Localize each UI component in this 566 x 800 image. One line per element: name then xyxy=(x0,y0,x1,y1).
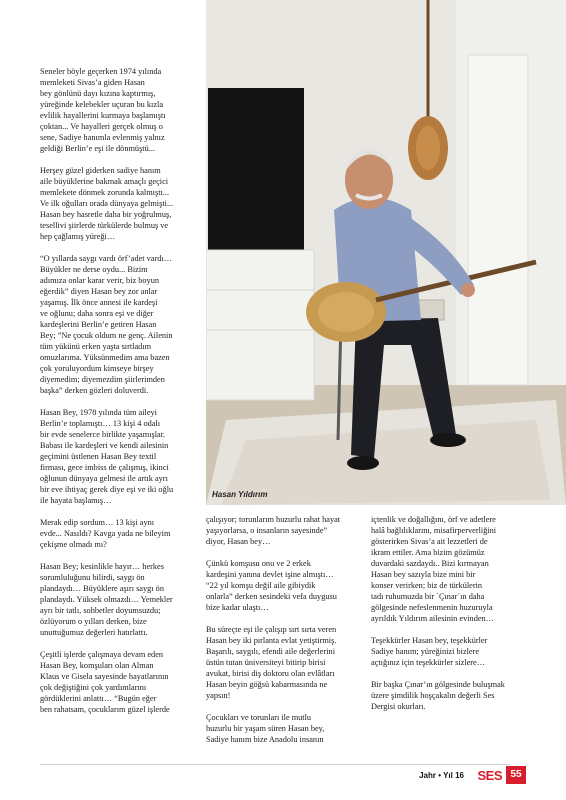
page-number: 55 xyxy=(506,766,526,784)
paragraph: Bu süreçte eşi ile çalışıp sırt sırta veren Hasan bey iki pırlanta evlat yetiştirmiş. Başarılı, saygılı, efendi aile değerlerini üstün tutan üniversiteyi bitirip birisi avukat, birisi diş doktoru olan evlâtları Hasan beyin göğsü kabarmasında ne yapsın! xyxy=(206,625,337,700)
page-footer xyxy=(0,764,566,800)
paragraph: Merak edip sordum… 13 kişi aynı evde... Nasıldı? Kavga yada ne bileyim çekişme olmadı mı? xyxy=(40,518,171,549)
portrait-photo-illustration xyxy=(206,0,566,505)
paragraph: Teşekkürler Hasan bey, teşekkürler Sadiye hanım; yüreğinizi bizlere açtığınız için teşekkürler sizlere… xyxy=(371,636,488,667)
footer-divider xyxy=(40,764,510,765)
article-column-middle xyxy=(206,514,364,756)
paragraph: Bir başka Çınar’ın gölgesinde buluşmak üzere şimdilik hoşçakalın değerli Ses Dergisi okurları. xyxy=(371,680,505,711)
article-column-right xyxy=(371,514,521,723)
paragraph: Çeşitli işlerde çalışmaya devam eden Hasan Bey, komşuları olan Alman Klaus ve Gisela sayesinde hayatlarının çok değiştiğini çok yardımlarını gördüklerini anlattı… “Bugün eğer ben rahatsam, çocuklarım güzel işlerde xyxy=(40,650,170,714)
paragraph: Çocukları ve torunları ile mutlu huzurlu bir yaşam süren Hasan bey, Sadiye hanım bize Anadolu insanın xyxy=(206,713,325,744)
paragraph: Hasan Bey, 1978 yılında tüm aileyi Berlin’e toplamıştı… 13 kişi 4 odalı bir evde senelerce birlikte yaşamışlar. Babası ile kardeşleri ve kendi ailesinin geçimini üstlenen Hasan Bey textil firması, gece imbiss de çalışmış, ikinci oğlunun dünyaya gelmesi ile artık ayrı bir eve ihtiyaç gerek diye eşi ve iki oğlu ile hayata başlamış… xyxy=(40,408,174,505)
paragraph: çalışıyor; torunlarım huzurlu rahat hayat yaşıyorlarsa, o insanların sayesinde” diyor, Hasan bey… xyxy=(206,515,341,546)
article-column-left xyxy=(40,66,200,726)
paragraph: Çünkü komşusu onu ve 2 erkek kardeşini yanına devlet işine almıştı… “22 yıl komşu değil aile gibiydik onlarla” derken sesindeki vefa duygusu bize kadar ulaştı… xyxy=(206,559,337,612)
photo-caption: Hasan Yıldırım xyxy=(212,490,268,499)
paragraph: içtenlik ve doğallığını, örf ve adetlere halâ bağlılıklarını, misafirperverliğini gösterirken Sivas’a ait lezzetleri de ikram ettiler. Ama bizim gözümüz duvardaki sazdaydı.. Bizi kırmayan Hasan bey sazıyla bize mini bir konser verirken; biz de türkülerin tadı ruhumuzda bir `Çınar´ın daha gölgesinde nefeslenmenin huzuruyla ayrıldık Yıldırım ailesinin evinden… xyxy=(371,515,497,623)
paragraph: Hasan Bey; kesinlikle hayır… herkes sorumluluğunu bilirdi, saygı ön plandaydı… Büyüklere aşırı saygı ön plandaydı. Yüksek olmazdı… Yemekler ayrı bir tatlı, sohbetler doyumsuzdu; özlüyorum o yılları derken, bize unuttuğumuz değerleri hatırlattı. xyxy=(40,562,173,637)
magazine-logo: SES xyxy=(477,768,502,783)
paragraph: Seneler böyle geçerken 1974 yılında memleketi Sivas’a giden Hasan bey gönlünü dayı kızına kaptırmış, yüreğinde kelebekler uçuran bu kızla evlilik hayallerini kurmaya başlamıştı çoktan... Ve hayalleri gerçek olmuş o sene, Sadiye hanımla evlenmiş yalnız geldiği Berlin’e eşi ile dönmüştü... xyxy=(40,67,166,153)
paragraph: Herşey güzel giderken sadiye hanım aile büyüklerine bakmak amaçlı geçici memlekete dönmek zorunda kalmıştı... Ve ilk oğulları orada dünyaya gelmişti... Hasan bey hasretle daha bir yoğrulmuş, tesellivi şiirlerde türkülerde bulmuş ve hep çağlamış yüreği… xyxy=(40,166,174,241)
article-photo xyxy=(206,0,566,505)
paragraph: “O yıllarda saygı vardı örf’adet vardı… Büyükler ne derse oydu... Bizim adımıza onlar karar verir, biz boyun eğerdik” diyen Hasan bey zor anlar yaşamış. İlk önce annesi ile kardeşi ve oğlunu; daha sonra eşi ve diğer kardeşlerini Berlin’e getiren Hasan Bey; ”Ne çocuk oldum ne genç. Ailenin tüm yükünü erken yaşta sırtladım omuzlarıma. Yüksünmedim ama bazen çok yoruluyordum kimseye birşey diyemedim; diyemezdim şiirlerimden başka” derken gözleri doluverdi. xyxy=(40,254,173,395)
issue-label: Jahr • Yıl 16 xyxy=(419,771,464,780)
tv-screen xyxy=(208,88,304,250)
